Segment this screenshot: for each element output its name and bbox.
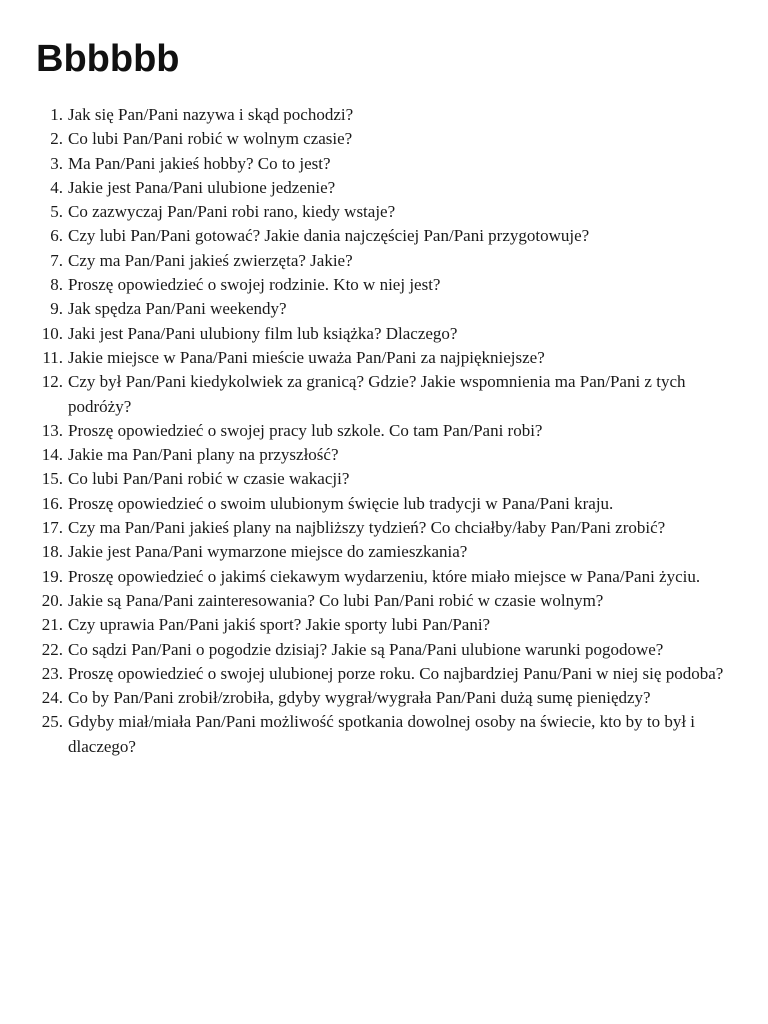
question-number: 17. — [41, 518, 63, 538]
list-item — [36, 419, 736, 443]
question-text: Proszę opowiedzieć o swoim ulubionym święcie lub tradycji w Pana/Pani kraju. — [68, 493, 614, 513]
question-text: Co zazwyczaj Pan/Pani robi rano, kiedy wstaje? — [68, 202, 396, 222]
list-item — [36, 710, 736, 759]
question-text: Jakie miejsce w Pana/Pani mieście uważa Pan/Pani za najpiękniejsze? — [68, 347, 545, 367]
list-item — [36, 638, 736, 662]
question-text: Jak spędza Pan/Pani weekendy? — [68, 299, 287, 319]
question-text: Co sądzi Pan/Pani o pogodzie dzisiaj? Jakie są Pana/Pani ulubione warunki pogodowe? — [68, 639, 664, 659]
question-text: Jakie ma Pan/Pani plany na przyszłość? — [68, 445, 339, 465]
question-text: Co by Pan/Pani zrobił/zrobiła, gdyby wygrał/wygrała Pan/Pani dużą sumę pieniędzy? — [68, 688, 651, 708]
question-text: Ma Pan/Pani jakieś hobby? Co to jest? — [68, 153, 331, 173]
question-number: 1. — [50, 105, 63, 124]
question-text: Gdyby miał/miała Pan/Pani możliwość spotkania dowolnej osoby na świecie, kto by to był i dlaczego? — [68, 712, 696, 756]
question-list — [36, 103, 736, 759]
page-title: Bbbbbb — [36, 38, 180, 80]
question-text: Czy ma Pan/Pani jakieś zwierzęta? Jakie? — [68, 250, 353, 270]
question-number: 25. — [41, 712, 63, 732]
question-number: 5. — [50, 202, 63, 222]
question-text: Czy ma Pan/Pani jakieś plany na najbliższy tydzień? Co chciałby/łaby Pan/Pani zrobić? — [68, 518, 666, 538]
question-text: Proszę opowiedzieć o swojej pracy lub szkole. Co tam Pan/Pani robi? — [68, 420, 543, 440]
list-item — [36, 297, 736, 321]
list-item — [36, 467, 736, 491]
list-item — [36, 103, 736, 127]
question-number: 22. — [41, 639, 63, 659]
list-item — [36, 322, 736, 346]
list-item — [36, 589, 736, 613]
list-item — [36, 492, 736, 516]
question-text: Czy lubi Pan/Pani gotować? Jakie dania najczęściej Pan/Pani przygotowuje? — [68, 226, 590, 246]
question-number: 18. — [41, 542, 63, 562]
list-item — [36, 516, 736, 540]
question-text: Jakie jest Pana/Pani wymarzone miejsce do zamieszkania? — [68, 542, 468, 562]
question-text: Czy był Pan/Pani kiedykolwiek za granicą? Gdzie? Jakie wspomnienia ma Pan/Pani z tych podróży? — [68, 372, 686, 416]
question-text: Czy uprawia Pan/Pani jakiś sport? Jakie sporty lubi Pan/Pani? — [68, 615, 491, 635]
question-number: 4. — [50, 177, 63, 197]
list-item — [36, 273, 736, 297]
question-number: 6. — [50, 226, 63, 246]
question-text: Proszę opowiedzieć o swojej rodzinie. Kto w niej jest? — [68, 275, 441, 295]
list-item — [36, 200, 736, 224]
list-item — [36, 224, 736, 248]
question-text: Jak się Pan/Pani nazywa i skąd pochodzi? — [68, 105, 354, 124]
list-item — [36, 346, 736, 370]
question-text: Co lubi Pan/Pani robić w wolnym czasie? — [68, 129, 353, 149]
question-text: Jakie jest Pana/Pani ulubione jedzenie? — [68, 177, 336, 197]
question-text: Jaki jest Pana/Pani ulubiony film lub książka? Dlaczego? — [68, 323, 458, 343]
list-item — [36, 249, 736, 273]
question-number: 24. — [41, 688, 63, 708]
list-item — [36, 176, 736, 200]
question-number: 9. — [50, 299, 63, 319]
question-number: 14. — [41, 445, 63, 465]
list-item — [36, 686, 736, 710]
question-number: 16. — [41, 493, 63, 513]
question-text: Proszę opowiedzieć o swojej ulubionej porze roku. Co najbardziej Panu/Pani w niej się podoba? — [68, 663, 724, 683]
question-text: Proszę opowiedzieć o jakimś ciekawym wydarzeniu, które miało miejsce w Pana/Pani życiu. — [68, 566, 701, 586]
question-number: 12. — [41, 372, 63, 392]
list-item — [36, 152, 736, 176]
list-item — [36, 662, 736, 686]
question-text: Jakie są Pana/Pani zainteresowania? Co lubi Pan/Pani robić w czasie wolnym? — [68, 590, 604, 610]
question-number: 10. — [41, 323, 63, 343]
question-number: 20. — [41, 590, 63, 610]
question-number: 2. — [50, 129, 63, 149]
list-item — [36, 613, 736, 637]
question-number: 11. — [42, 347, 63, 367]
question-number: 8. — [50, 275, 63, 295]
question-number: 15. — [41, 469, 63, 489]
list-item — [36, 565, 736, 589]
list-item — [36, 443, 736, 467]
list-item — [36, 370, 736, 419]
question-number: 7. — [50, 250, 63, 270]
question-number: 13. — [41, 420, 63, 440]
question-number: 3. — [50, 153, 63, 173]
list-item — [36, 540, 736, 564]
list-item — [36, 127, 736, 151]
question-number: 23. — [41, 663, 63, 683]
question-number: 19. — [41, 566, 63, 586]
question-text: Co lubi Pan/Pani robić w czasie wakacji? — [68, 469, 350, 489]
question-number: 21. — [41, 615, 63, 635]
